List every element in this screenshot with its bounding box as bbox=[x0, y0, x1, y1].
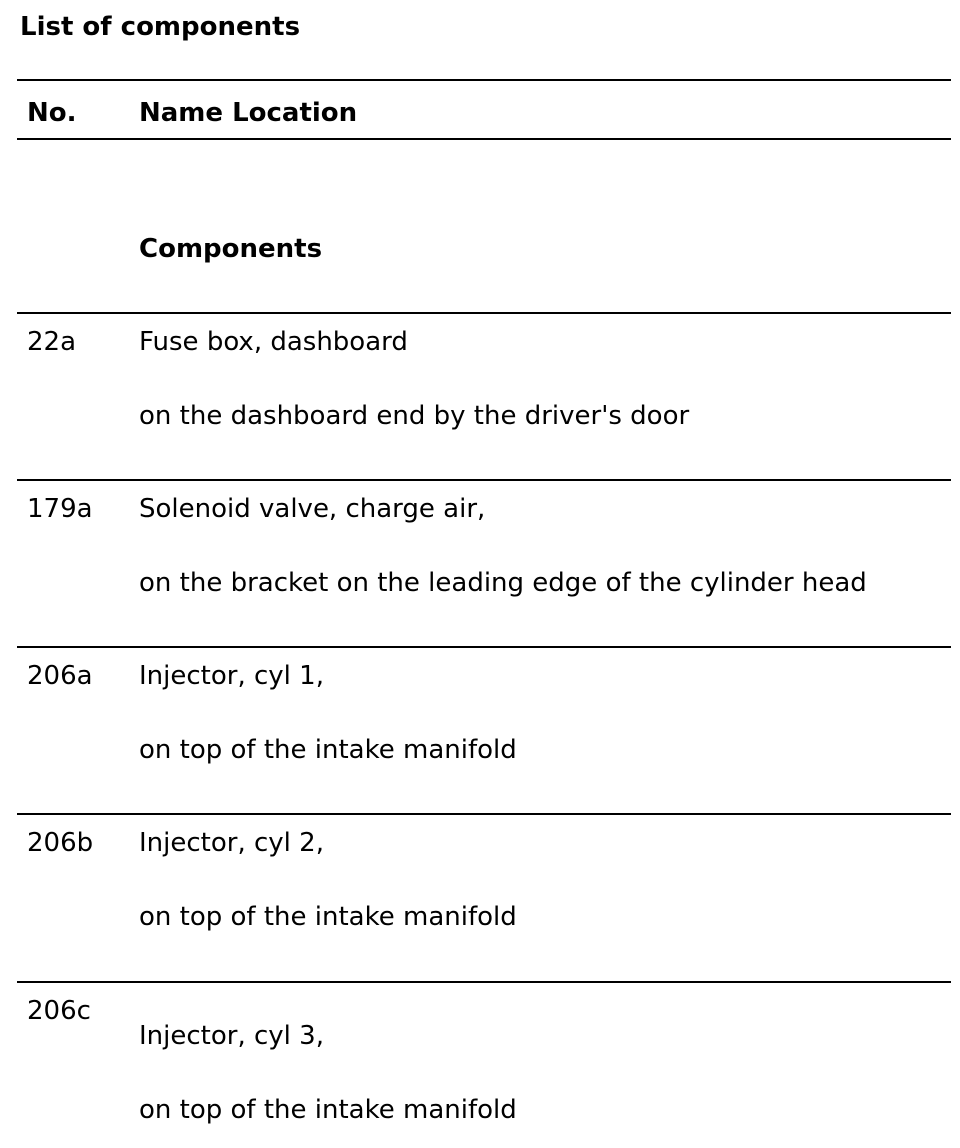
row-name: Injector, cyl 2, bbox=[139, 828, 324, 858]
row-number: 206a bbox=[27, 661, 93, 691]
row-location: on top of the intake manifold bbox=[139, 902, 517, 932]
header-name-location: Name Location bbox=[139, 98, 358, 128]
header-bottom-rule bbox=[17, 138, 951, 140]
page-title: List of components bbox=[20, 12, 301, 42]
row-divider bbox=[17, 312, 951, 314]
row-name: Injector, cyl 1, bbox=[139, 661, 324, 691]
row-name: Injector, cyl 3, bbox=[139, 1021, 324, 1051]
row-number: 179a bbox=[27, 494, 93, 524]
row-location: on top of the intake manifold bbox=[139, 1095, 517, 1125]
row-number: 206b bbox=[27, 828, 94, 858]
row-location: on the dashboard end by the driver's door bbox=[139, 401, 690, 431]
row-divider bbox=[17, 479, 951, 481]
header-no: No. bbox=[27, 98, 77, 128]
row-name: Solenoid valve, charge air, bbox=[139, 494, 486, 524]
header-top-rule bbox=[17, 79, 951, 81]
row-number: 22a bbox=[27, 327, 77, 357]
row-divider bbox=[17, 981, 951, 983]
row-location: on top of the intake manifold bbox=[139, 735, 517, 765]
section-heading: Components bbox=[139, 234, 323, 264]
row-divider bbox=[17, 813, 951, 815]
row-divider bbox=[17, 646, 951, 648]
row-location: on the bracket on the leading edge of the cylinder head bbox=[139, 568, 867, 598]
row-name: Fuse box, dashboard bbox=[139, 327, 408, 357]
row-number: 206c bbox=[27, 996, 91, 1026]
